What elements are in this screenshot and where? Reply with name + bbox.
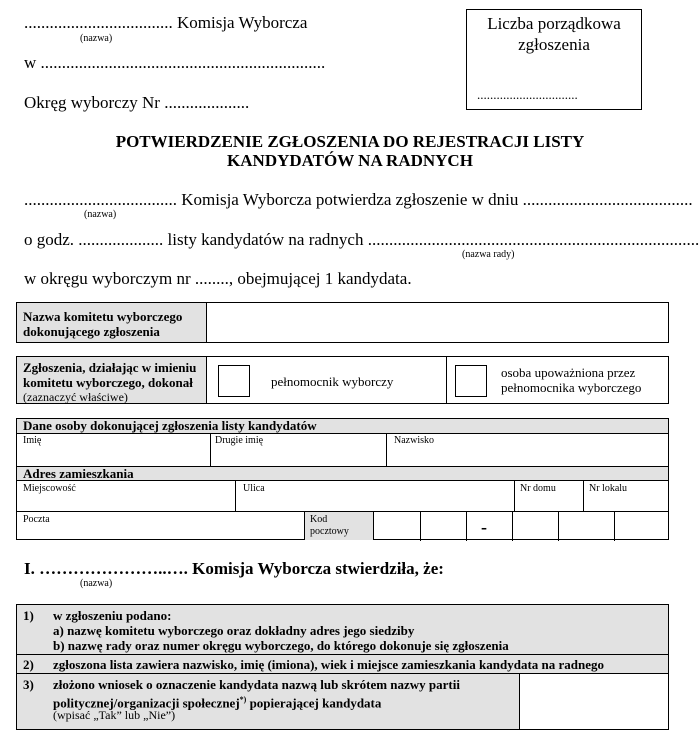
option-proxy-checkbox[interactable] — [218, 365, 250, 397]
commission-line: ................................... Komisja Wyborcza — [24, 13, 308, 32]
check-number: 1) — [23, 608, 34, 623]
committee-name-field[interactable] — [207, 303, 668, 342]
divider — [583, 481, 584, 511]
footnote-marker: *) — [239, 695, 247, 704]
divider — [466, 511, 467, 541]
committee-label-cell — [17, 303, 207, 342]
option-proxy-label: pełnomocnik wyborczy — [271, 374, 394, 389]
number-box-dots[interactable]: ............................... — [477, 87, 578, 102]
option-authorized-checkbox[interactable] — [455, 365, 487, 397]
checks-table — [16, 604, 669, 730]
check-hint: (wpisać „Tak” lub „Nie”) — [53, 708, 176, 722]
divider — [446, 357, 447, 403]
check-number: 2) — [23, 657, 34, 672]
check-row-2 — [17, 655, 668, 674]
person-data-table — [16, 418, 669, 540]
divider — [558, 511, 559, 541]
section-heading: I. …………………..…. Komisja Wyborcza stwierdziła, że: — [24, 559, 444, 578]
document-title-line1: POTWIERDZENIE ZGŁOSZENIA DO REJESTRACJI LISTY — [115, 132, 585, 151]
check-number: 3) — [23, 677, 34, 692]
check-text: zgłoszona lista zawiera nazwisko, imię (imiona), wiek i miejsce zamieszkania kandydata na radnego — [53, 657, 605, 672]
divider — [512, 511, 513, 541]
confirm-line: .................................... Komisja Wyborcza potwierdza zgłoszenie w dniu ........................................ — [24, 190, 693, 209]
committee-row — [16, 302, 669, 343]
city-label: Miejscowość — [23, 483, 76, 494]
divider — [420, 511, 421, 541]
submitter-row — [16, 356, 669, 404]
divider — [514, 481, 515, 511]
check-item-a: a) nazwę komitetu wyborczego oraz dokładny adres jego siedziby — [53, 623, 415, 638]
check-row-3-label-cell — [17, 674, 520, 729]
check-text: w zgłoszeniu podano: — [53, 608, 172, 623]
check-text-part: politycznej/organizacji społecznej — [53, 695, 240, 711]
okreg-line: Okręg wyborczy Nr .................... — [24, 93, 250, 112]
person-title: Dane osoby dokonującej zgłoszenia listy kandydatów — [17, 419, 668, 434]
address-title: Adres zamieszkania — [17, 467, 668, 481]
submitter-hint: (zaznaczyć właściwe) — [23, 390, 128, 404]
section-note: (nazwa) — [80, 578, 113, 589]
council-note: (nazwa rady) — [462, 249, 515, 260]
number-box — [466, 9, 642, 110]
submitter-label: Zgłoszenia, działając w imieniu komitetu wyborczego, dokonał — [23, 360, 197, 390]
district-line: w okręgu wyborczym nr ........, obejmującej 1 kandydata. — [24, 269, 412, 288]
postal-code-label: Kod pocztowy — [310, 514, 349, 537]
check-text-part: popierającej kandydata — [246, 695, 382, 711]
flat-number-label: Nr lokalu — [589, 483, 628, 494]
postal-code-label-cell — [304, 512, 374, 540]
check-item-b: b) nazwę rady oraz numer okręgu wyborczego, do którego dokonuje się zgłoszenia — [53, 638, 509, 653]
submitter-label-cell — [17, 357, 207, 403]
number-box-label: Liczba porządkowa zgłoszenia — [487, 14, 621, 54]
check-row-3 — [17, 674, 668, 729]
postal-code-dash: - — [481, 517, 487, 537]
divider — [386, 434, 387, 466]
house-number-label: Nr domu — [520, 483, 556, 494]
confirm-note: (nazwa) — [84, 209, 117, 220]
option-authorized-label: osoba upoważniona przez pełnomocnika wyborczego — [501, 365, 642, 395]
second-name-label: Drugie imię — [215, 435, 264, 446]
hour-line: o godz. .................... listy kandydatów na radnych .............................................................................. — [24, 230, 700, 249]
check-answer-field[interactable] — [520, 674, 668, 729]
committee-label: Nazwa komitetu wyborczego dokonującego zgłoszenia — [23, 309, 183, 339]
divider — [235, 481, 236, 511]
check-text-line1: złożono wniosek o oznaczenie kandydata nazwą lub skrótem nazwy partii — [53, 677, 460, 692]
divider — [210, 434, 211, 466]
commission-note: (nazwa) — [80, 33, 113, 44]
check-row-1 — [17, 605, 668, 655]
document-title-line2: KANDYDATÓW NA RADNYCH — [227, 151, 473, 170]
street-label: Ulica — [243, 483, 265, 494]
w-line: w ................................................................... — [24, 53, 326, 72]
surname-label: Nazwisko — [394, 435, 434, 446]
divider — [614, 511, 615, 541]
post-label: Poczta — [23, 514, 50, 525]
first-name-label: Imię — [23, 435, 42, 446]
